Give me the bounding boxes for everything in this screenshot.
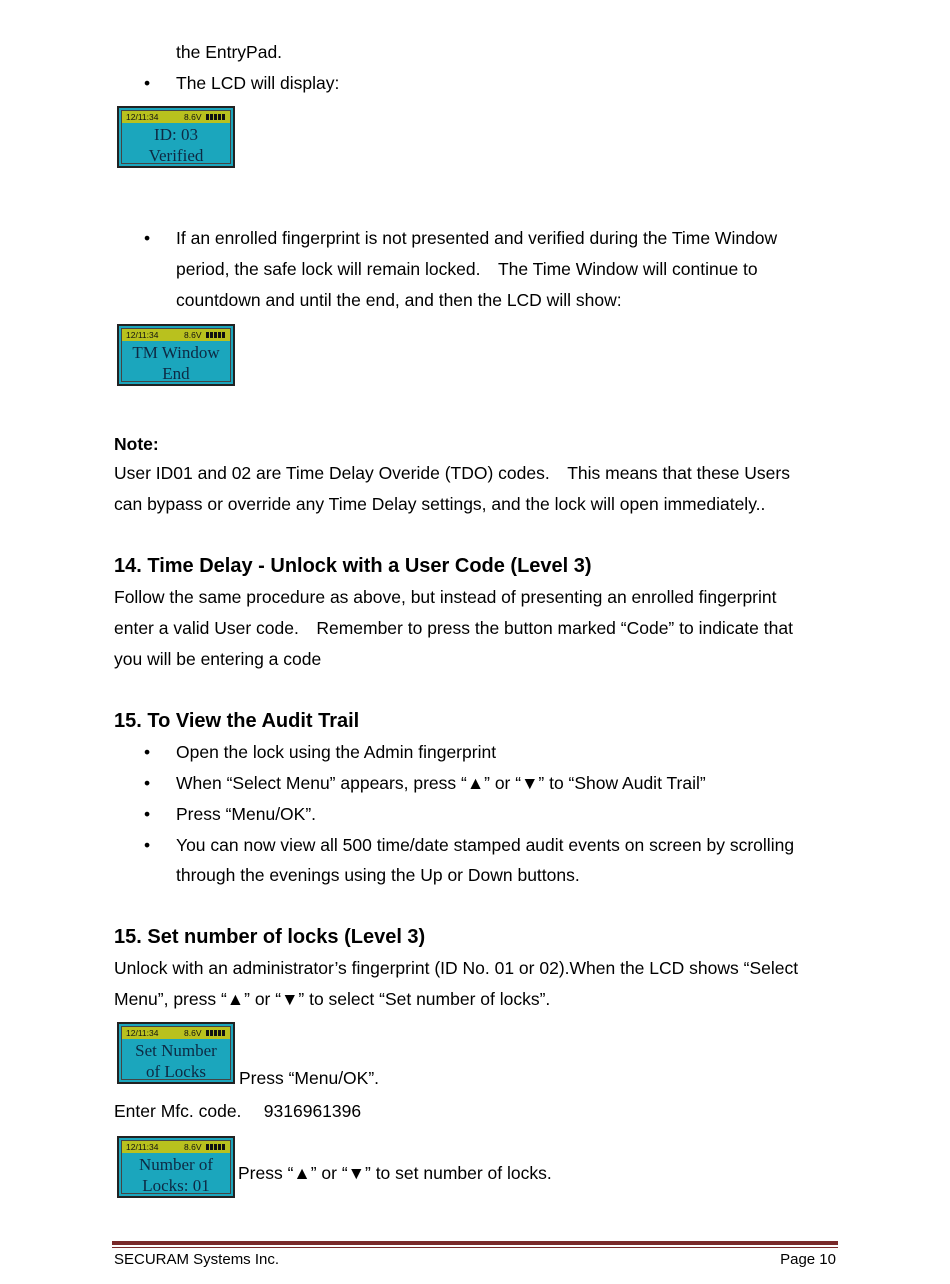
bullet-lcd-display: The LCD will display: <box>176 73 340 93</box>
section-14-line-3: you will be entering a code <box>114 649 322 669</box>
press-menu-ok: Press “Menu/OK”. <box>239 1068 380 1088</box>
bullet-glyph: • <box>144 73 151 93</box>
battery-icon <box>206 1030 226 1036</box>
section-15-locks-heading: 15. Set number of locks (Level 3) <box>114 926 426 948</box>
lcd-screen-set-number-of-locks <box>117 1022 235 1084</box>
lcd-line-2: End <box>162 364 190 383</box>
note-label: Note: <box>114 434 159 454</box>
footer-company: SECURAM Systems Inc. <box>114 1251 280 1268</box>
time-window-line-1: If an enrolled fingerprint is not presented and verified during the Time Window <box>176 228 778 248</box>
section-15-audit-heading: 15. To View the Audit Trail <box>114 710 360 732</box>
battery-icon <box>206 332 226 338</box>
intro-line: the EntryPad. <box>176 42 283 62</box>
bullet-glyph: • <box>144 773 151 793</box>
audit-step-4-line-2: through the evenings using the Up or Down buttons. <box>176 865 580 885</box>
section-14-heading: 14. Time Delay - Unlock with a User Code (Level 3) <box>114 555 592 577</box>
lcd-line-1: ID: 03 <box>154 125 198 144</box>
lcd-line-2: Locks: 01 <box>142 1176 210 1195</box>
section-14-line-2: enter a valid User code. Remember to press the button marked “Code” to indicate that <box>114 618 793 638</box>
lcd-screen-id-verified <box>117 106 235 168</box>
time-window-line-2: period, the safe lock will remain locked. The Time Window will continue to <box>176 259 758 279</box>
battery-icon <box>206 1144 226 1150</box>
lcd-time: 12/11:34 <box>126 112 159 122</box>
section-14-line-1: Follow the same procedure as above, but instead of presenting an enrolled fingerprint <box>114 587 777 607</box>
footer-rule <box>112 1241 838 1245</box>
lcd-screen-number-of-locks <box>117 1136 235 1198</box>
footer-page-number: Page 10 <box>780 1251 836 1268</box>
footer-rule-thin <box>112 1247 838 1248</box>
audit-step-1: Open the lock using the Admin fingerprint <box>176 742 497 762</box>
lcd-status-bar <box>122 1141 230 1153</box>
audit-step-4-line-1: You can now view all 500 time/date stamped audit events on screen by scrolling <box>176 835 795 855</box>
mfc-code-line: Enter Mfc. code. 9316961396 <box>114 1101 362 1121</box>
lcd-line-1: TM Window <box>132 343 220 362</box>
lcd-time: 12/11:34 <box>126 330 159 340</box>
lcd-time: 12/11:34 <box>126 1142 159 1152</box>
lcd-line-2: Verified <box>148 146 204 165</box>
time-window-line-3: countdown and until the end, and then the LCD will show: <box>176 290 622 310</box>
note-line-1: User ID01 and 02 are Time Delay Overide (TDO) codes. This means that these Users <box>114 463 790 483</box>
lcd-voltage: 8.6V <box>184 1142 202 1152</box>
lcd-voltage: 8.6V <box>184 112 202 122</box>
lcd-line-1: Number of <box>138 1155 214 1174</box>
lcd-voltage: 8.6V <box>184 1028 202 1038</box>
lcd-line-1: Set Number <box>135 1041 217 1060</box>
audit-step-2: When “Select Menu” appears, press “▲” or “▼” to “Show Audit Trail” <box>176 773 706 793</box>
press-arrows-line: Press “▲” or “▼” to set number of locks. <box>238 1163 552 1183</box>
audit-step-3: Press “Menu/OK”. <box>176 804 317 824</box>
lcd-status-bar <box>122 111 230 123</box>
locks-line-2: Menu”, press “▲” or “▼” to select “Set number of locks”. <box>114 989 551 1009</box>
locks-line-1: Unlock with an administrator’s fingerprint (ID No. 01 or 02).When the LCD shows “Select <box>114 958 799 978</box>
bullet-glyph: • <box>144 804 151 824</box>
lcd-screen-tm-window-end <box>117 324 235 386</box>
battery-icon <box>206 114 226 120</box>
lcd-time: 12/11:34 <box>126 1028 159 1038</box>
lcd-status-bar <box>122 1027 230 1039</box>
bullet-glyph: • <box>144 228 151 248</box>
lcd-status-bar <box>122 329 230 341</box>
lcd-voltage: 8.6V <box>184 330 202 340</box>
note-line-2: can bypass or override any Time Delay settings, and the lock will open immediately.. <box>114 494 766 514</box>
lcd-line-2: of Locks <box>146 1062 206 1081</box>
bullet-glyph: • <box>144 742 151 762</box>
bullet-glyph: • <box>144 835 151 855</box>
